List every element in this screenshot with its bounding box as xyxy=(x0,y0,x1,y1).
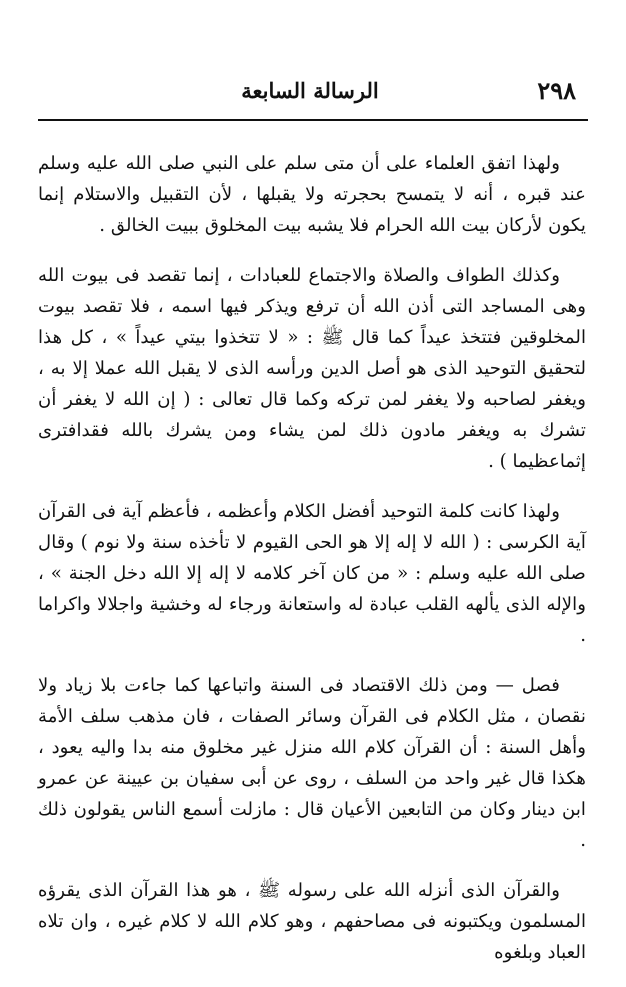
paragraph-5: والقرآن الذى أنزله الله على رسوله ﷺ ، هو هذا القرآن الذى يقرؤه المسلمون ويكتبونه فى مصاحفهم ، وهو كلام الله لا كلام غيره ، وان تلاه العباد وبلغوه xyxy=(38,880,586,963)
paragraph-4: فصل — ومن ذلك الاقتصاد فى السنة واتباعها كما جاءت بلا زياد ولا نقصان ، مثل الكلام فى القرآن وسائر الصفات ، فان مذهب سلف الأمة وأهل السنة : أن القرآن كلام الله منزل غير مخلوق منه بدا واليه يعود ، هكذا قال غير واحد من السلف ، روى عن أبى سفيان بن عيينة عن عمرو ابن دينار وكان من التابعين الأعيان قال : مازلت أسمع الناس يقولون ذلك . xyxy=(38,675,586,851)
header-rule xyxy=(38,119,588,121)
paragraph-2: وكذلك الطواف والصلاة والاجتماع للعبادات ، إنما تقصد فى بيوت الله وهى المساجد التى أذن الله أن ترفع ويذكر فيها اسمه ، فلا تقصد بيوت المخلوقين فتتخذ عيداً كما قال ﷺ : « لا تتخذوا بيتي عيداً » ، كل هذا لتحقيق التوحيد الذى هو أصل الدين ورأسه الذى لا يقبل الله عملا إلا به ، ويغفر لصاحبه ولا يغفر لمن تركه وكما قال تعالى : ( إن الله لا يغفر أن تشرك به ويغفر مادون ذلك لمن يشاء ومن يشرك بالله فقدافترى إثماعظيما ) . xyxy=(38,265,586,472)
running-title: الرسالة السابعة xyxy=(241,78,379,103)
page-header xyxy=(40,72,580,112)
page-number: ٢٩٨ xyxy=(537,76,576,105)
paragraph-1: ولهذا اتفق العلماء على أن متى سلم على النبي صلى الله عليه وسلم عند قبره ، أنه لا يتمسح بحجرته ولا يقبلها ، لأن التقبيل والاستلام إنما يكون لأركان بيت الله الحرام فلا يشبه بيت المخلوق ببيت الخالق . xyxy=(38,153,586,236)
paragraph-3: ولهذا كانت كلمة التوحيد أفضل الكلام وأعظمه ، فأعظم آية فى القرآن آية الكرسى : ( الله لا إله إلا هو الحى القيوم لا تأخذه سنة ولا نوم ) وقال صلى الله عليه وسلم : « من كان آخر كلامه لا إله إلا الله دخل الجنة » ، والإله الذى يألهه القلب عبادة له واستعانة ورجاء له وخشية واجلالا واكراما . xyxy=(38,501,586,646)
body-text xyxy=(38,148,586,987)
